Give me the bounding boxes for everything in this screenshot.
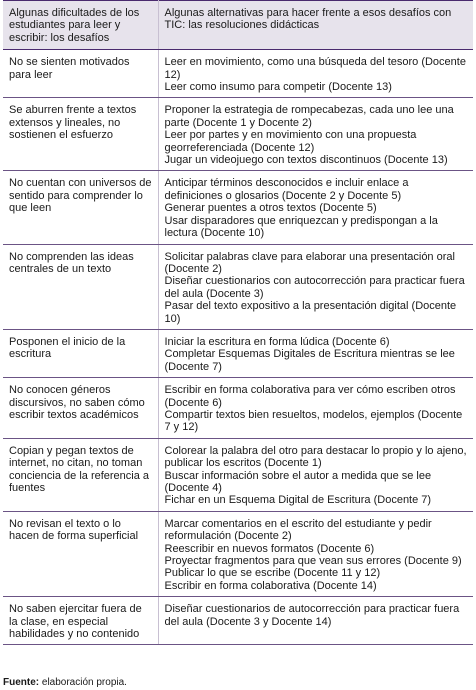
alternatives-cell: [158, 244, 473, 329]
table-row: [3, 171, 473, 244]
table-row: [3, 98, 473, 171]
header-row: [3, 1, 473, 50]
table-row: [3, 597, 473, 645]
alternative-item: Publicar lo que se escribe (Docente 11 y 12): [164, 567, 381, 580]
alternative-item: Iniciar la escritura en forma lúdica (Docente 6): [164, 335, 390, 348]
challenge-cell: No saben ejercitar fuera de la clase, en especial habilidades y no contenido: [3, 597, 158, 645]
challenge-cell: Copian y pegan textos de internet, no citan, no toman conciencia de la referencia a fuentes: [3, 438, 158, 511]
source-note: [3, 677, 127, 689]
alternatives-cell: [158, 50, 473, 98]
alternative-item: Colorear la palabra del otro para destacar lo propio y lo ajeno, publicar los escritos (Docente 1): [164, 444, 467, 470]
table-row: [3, 438, 473, 511]
challenge-cell: No revisan el texto o lo hacen de forma superficial: [3, 511, 158, 596]
alternative-item: Escribir en forma colaborativa (Docente 14): [164, 579, 377, 592]
table-row: [3, 329, 473, 377]
alternatives-cell: [158, 511, 473, 596]
challenge-cell: Posponen el inicio de la escritura: [3, 329, 158, 377]
alternative-item: Solicitar palabras clave para elaborar una presentación oral (Docente 2): [164, 250, 455, 275]
alternative-item: Marcar comentarios en el escrito del estudiante y pedir reformulación (Docente 2): [164, 517, 432, 543]
alternatives-cell: [158, 378, 473, 439]
alternative-item: Generar puentes a otros textos (Docente 5): [164, 202, 377, 215]
header-challenges: Algunas dificultades de los estudiantes para leer y escribir: los desafíos: [3, 1, 158, 50]
table-row: [3, 511, 473, 596]
challenge-cell: Se aburren frente a textos extensos y lineales, no sostienen el esfuerzo: [3, 98, 158, 171]
challenge-cell: No comprenden las ideas centrales de un texto: [3, 244, 158, 329]
alternatives-cell: [158, 438, 473, 511]
alternative-item: Completar Esquemas Digitales de Escritura mientras se lee (Docente 7): [164, 348, 455, 373]
header-alternatives: Algunas alternativas para hacer frente a esos desafíos con TIC: las resoluciones didácticas: [158, 1, 473, 50]
table-row: [3, 50, 473, 98]
alternative-item: Jugar un videojuego con textos discontinuos (Docente 13): [164, 154, 448, 167]
challenge-cell: No conocen géneros discursivos, no saben cómo escribir textos académicos: [3, 378, 158, 439]
table-row: [3, 378, 473, 439]
alternative-item: Fichar en un Esquema Digital de Escritura (Docente 7): [164, 494, 432, 507]
challenges-table: [3, 0, 473, 645]
source-label: Fuente:: [3, 677, 40, 688]
table-header: [3, 1, 473, 50]
alternative-item: Diseñar cuestionarios con autocorrección para practicar fuera del aula (Docente 3): [164, 275, 465, 300]
challenge-cell: No se sienten motivados para leer: [3, 50, 158, 98]
alternative-item: Buscar información sobre el autor a medida que se lee (Docente 4): [164, 469, 432, 494]
alternatives-cell: [158, 98, 473, 171]
alternative-item: Proyectar fragmentos para que vean sus errores (Docente 9): [164, 555, 462, 568]
alternative-item: Leer en movimiento, como una búsqueda del tesoro (Docente 12): [164, 56, 466, 81]
alternatives-cell: [158, 329, 473, 377]
alternative-item: Usar disparadores que enriquezcan y predispongan a la lectura (Docente 10): [164, 214, 438, 240]
alternative-item: Leer como insumo para competir (Docente 13): [164, 81, 392, 94]
alternative-item: Diseñar cuestionarios de autocorrección para practicar fuera del aula (Docente 3 y Docente 14): [164, 603, 460, 628]
alternative-item: Proponer la estrategia de rompecabezas, cada uno lee una parte (Docente 1 y Docente 2): [164, 104, 454, 129]
alternative-item: Reescribir en nuevos formatos (Docente 6): [164, 542, 375, 555]
table-body: [3, 50, 473, 645]
alternative-item: Compartir textos bien resueltos, modelos, ejemplos (Docente 7 y 12): [164, 408, 463, 434]
challenge-cell: No cuentan con universos de sentido para comprender lo que leen: [3, 171, 158, 244]
alternative-item: Leer por partes y en movimiento con una propuesta georreferenciada (Docente 12): [164, 129, 417, 154]
alternative-item: Pasar del texto expositivo a la presentación digital (Docente 10): [164, 300, 457, 325]
table-row: [3, 244, 473, 329]
alternatives-cell: [158, 597, 473, 645]
alternative-item: Escribir en forma colaborativa para ver cómo escriben otros (Docente 6): [164, 384, 456, 409]
source-text: elaboración propia.: [39, 677, 127, 688]
alternatives-cell: [158, 171, 473, 244]
alternative-item: Anticipar términos desconocidos e incluir enlace a definiciones o glosarios (Docente 2 y Docente 5): [164, 177, 409, 202]
document: [3, 0, 473, 645]
